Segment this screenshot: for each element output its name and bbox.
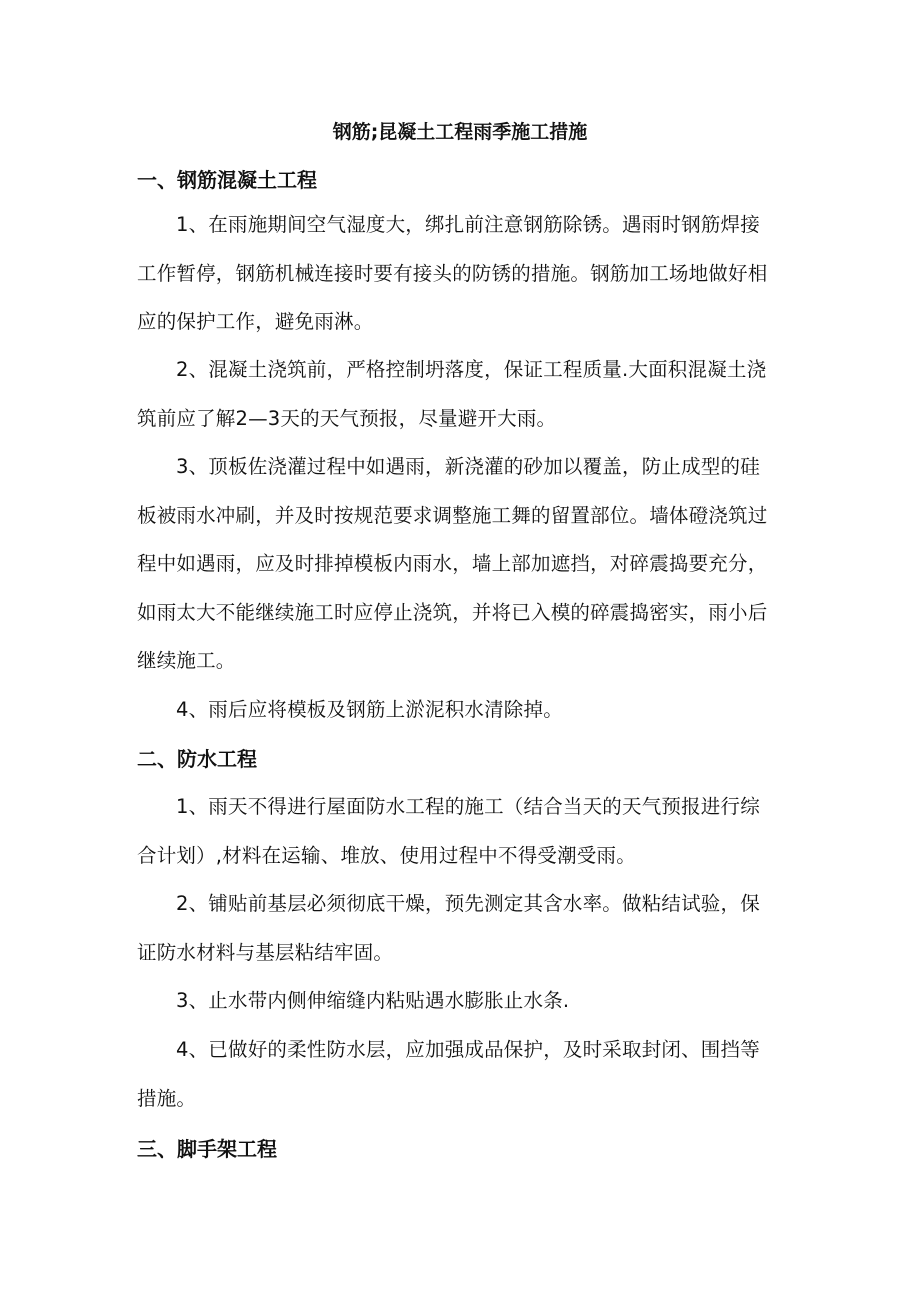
paragraph-1-1: 1、在雨施期间空气湿度大，绑扎前注意钢筋除锈。遇雨时钢筋焊接工作暂停，钢筋机械连接时要有接头的防锈的措施。钢筋加工场地做好相应的保护工作，避免雨淋。 xyxy=(137,213,768,333)
document-title: 钢筋;昆凝土工程雨季施工措施 xyxy=(332,121,588,143)
paragraph-1-2: 2、混凝土浇筑前，严格控制坍落度，保证工程质量.大面积混凝土浇筑前应了解2—3天的天气预报，尽量避开大雨。 xyxy=(137,358,767,430)
section-heading-2: 二、防水工程 xyxy=(137,747,257,771)
paragraph-2-3: 3、止水带内侧伸缩缝内粘贴遇水膨胀止水条. xyxy=(176,989,570,1012)
paragraph-2-4: 4、已做好的柔性防水层，应加强成品保护，及时采取封闭、围挡等措施。 xyxy=(137,1038,760,1110)
paragraph-1-4: 4、雨后应将模板及钢筋上淤泥积水清除掉。 xyxy=(176,698,563,721)
section-heading-1: 一、钢筋混凝土工程 xyxy=(137,168,317,192)
paragraph-1-3: 3、顶板佐浇灌过程中如遇雨，新浇灌的砂加以覆盖，防止成型的硅板被雨水冲刷，并及时按规范要求调整施工舞的留置部位。墙体磴浇筑过程中如遇雨，应及时排掉模板内雨水，墙上部加遮挡，对碎震捣要充分，如雨太大不能继续施工时应停止浇筑，并将已入模的碎震捣密实，雨小后继续施工。 xyxy=(137,455,768,672)
paragraph-2-1: 1、雨天不得进行屋面防水工程的施工（结合当天的天气预报进行综合计划）,材料在运输、堆放、使用过程中不得受潮受雨。 xyxy=(137,795,760,867)
paragraph-2-2: 2、铺贴前基层必须彻底干燥，预先测定其含水率。做粘结试验，保证防水材料与基层粘结牢固。 xyxy=(137,892,760,964)
section-heading-3: 三、脚手架工程 xyxy=(137,1137,277,1161)
